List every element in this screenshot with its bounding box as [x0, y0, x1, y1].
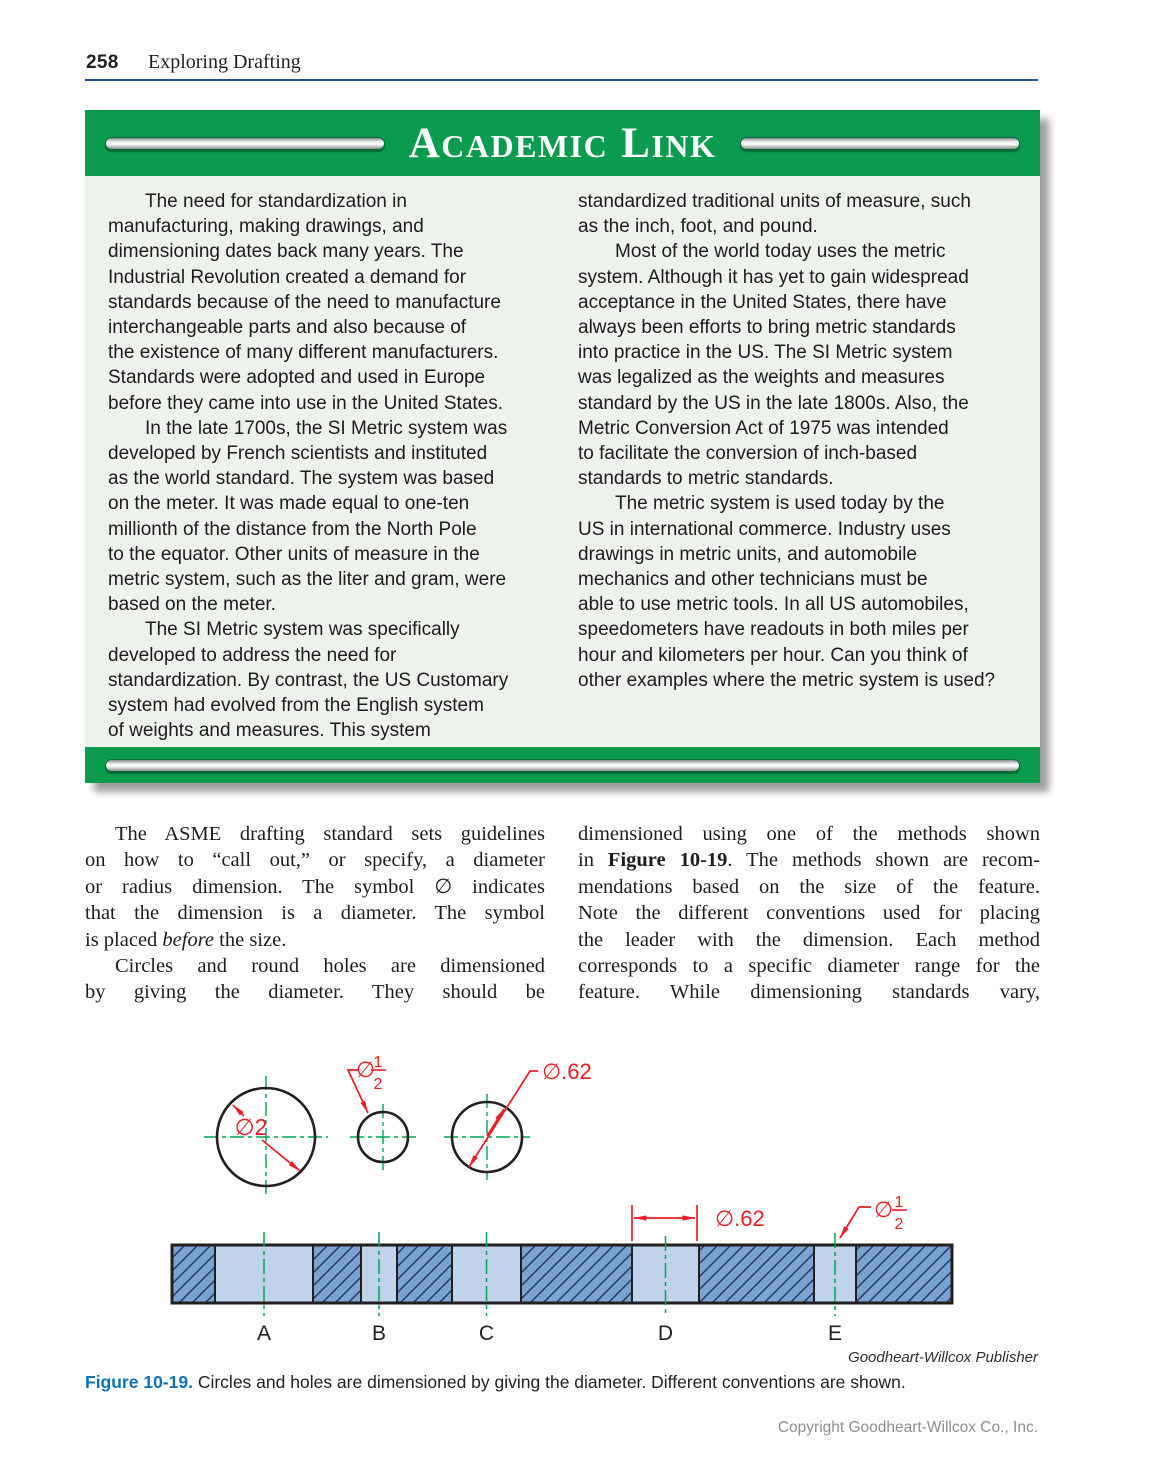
text-line: feature. While dimensioning standards vary, [578, 981, 1040, 1004]
body-left-column [85, 821, 545, 1006]
academic-link-right-column [578, 189, 1025, 693]
text-line: manufacturing, making drawings, and [108, 216, 424, 238]
text-line: mendations based on the size of the feature. [578, 875, 1040, 898]
text-line: of weights and measures. This system [108, 720, 431, 742]
text-line: standards because of the need to manufacture [108, 291, 501, 313]
hole-e-label [874, 1194, 904, 1233]
text-line: system had evolved from the English system [108, 695, 484, 717]
bar-segment-hatched [397, 1245, 452, 1303]
text-line: The SI Metric system was specifically [145, 619, 460, 641]
text-line: The ASME drafting standard sets guidelines [115, 823, 545, 845]
title-rest: INK [651, 127, 717, 164]
text-line: able to use metric tools. In all US automobiles, [578, 594, 969, 616]
academic-link-title [409, 119, 717, 168]
banner-pipe-right [740, 137, 1020, 150]
fraction-denominator: 2 [894, 1216, 904, 1233]
text-line: the existence of many different manufacturers. [108, 342, 499, 364]
text-line: as the inch, foot, and pound. [578, 216, 818, 238]
text-line: standardized traditional units of measure, such [578, 191, 971, 212]
academic-link-banner [85, 110, 1040, 176]
title-initial: L [621, 119, 652, 167]
body-right-column [578, 821, 1040, 1006]
text-line: standardization. By contrast, the US Customary [108, 669, 509, 691]
text-line: Industrial Revolution created a demand for [108, 266, 467, 288]
academic-link-left-column [108, 189, 555, 743]
text-line: The need for standardization in [145, 191, 407, 212]
text-line: Most of the world today uses the metric [615, 241, 946, 263]
text-line: that the dimension is a diameter. The symbol [85, 902, 545, 925]
text-line: in Figure 10-19. The methods shown are recom- [578, 849, 1040, 872]
fraction-numerator: 1 [894, 1194, 904, 1211]
text-line: by giving the diameter. They should be [85, 981, 545, 1004]
text-line: is placed before the size. [85, 928, 287, 951]
section-label-a: A [256, 1322, 272, 1345]
text-line: developed by French scientists and instituted [108, 443, 488, 465]
section-label-b: B [371, 1322, 387, 1345]
text-line: standard by the US in the late 1800s. Also, the [578, 392, 969, 414]
text-line: The metric system is used today by the [615, 493, 945, 515]
text-line: In the late 1700s, the SI Metric system was [145, 417, 508, 439]
title-rest: CADEMIC [441, 127, 609, 164]
text-line: speedometers have readouts in both miles per [578, 619, 969, 641]
text-line: on how to “call out,” or specify, a diameter [85, 849, 545, 872]
bar-segment-hatched [172, 1245, 215, 1303]
text-line: always been efforts to bring metric standards [578, 317, 956, 339]
section-label-d: D [657, 1322, 674, 1345]
text-line: was legalized as the weights and measures [578, 367, 945, 389]
academic-link-footer [85, 747, 1040, 783]
text-line: dimensioned using one of the methods shown [578, 823, 1040, 845]
hole-d-label: ∅.62 [715, 1206, 765, 1231]
fraction-numerator: 1 [373, 1054, 383, 1071]
text-line: mechanics and other technicians must be [578, 569, 928, 591]
text-line: standards to metric standards. [578, 468, 834, 490]
section-labels [257, 1322, 842, 1345]
copyright-notice: Copyright Goodheart-Willcox Co., Inc. [777, 1419, 1038, 1436]
figure-credit: Goodheart-Willcox Publisher [848, 1349, 1038, 1366]
banner-pipe-left [105, 137, 385, 150]
text-line: acceptance in the United States, there have [578, 291, 947, 313]
figure-caption-label: Figure 10-19. [85, 1372, 193, 1392]
text-line: the leader with the dimension. Each method [578, 928, 1040, 951]
text-line: US in international commerce. Industry uses [578, 518, 951, 540]
figure-caption-text: Circles and holes are dimensioned by giving the diameter. Different conventions are shown. [192, 1372, 906, 1392]
text-line: hour and kilometers per hour. Can you think of [578, 644, 968, 666]
title-initial: A [408, 119, 442, 167]
circle-c-dimension [469, 1071, 538, 1167]
fraction-denominator: 2 [373, 1076, 383, 1093]
academic-link-panel [85, 110, 1040, 783]
text-line: or radius dimension. The symbol ∅ indicates [85, 875, 545, 898]
bar-segment-hatched [699, 1245, 814, 1303]
text-line: Standards were adopted and used in Europe [108, 367, 486, 389]
text-line: on the meter. It was made equal to one-ten [108, 493, 470, 515]
text-line: to facilitate the conversion of inch-based [578, 443, 918, 465]
circle-b-label [356, 1054, 383, 1093]
text-line: based on the meter. [108, 594, 276, 616]
hole-d-dimension [632, 1205, 697, 1241]
text-line: interchangeable parts and also because of [108, 317, 467, 339]
footer-pipe [105, 759, 1020, 772]
section-label-e: E [827, 1322, 843, 1345]
text-line: other examples where the metric system is used? [578, 669, 996, 691]
text-line: to the equator. Other units of measure in the [108, 543, 480, 565]
text-line: Note the different conventions used for placing [578, 902, 1040, 925]
figure-10-19-drawing [85, 1040, 1045, 1350]
text-line: system. Although it has yet to gain widespread [578, 266, 969, 288]
circle-a-label: ∅2 [234, 1114, 268, 1140]
text-line: Circles and round holes are dimensioned [115, 955, 545, 978]
section-label-c: C [478, 1322, 495, 1345]
text-line: millionth of the distance from the North Pole [108, 518, 477, 540]
diameter-symbol: ∅ [356, 1057, 376, 1082]
header-rule [85, 79, 1038, 81]
text-line: dimensioning dates back many years. The [108, 241, 464, 263]
text-line: developed to address the need for [108, 644, 397, 666]
running-title: Exploring Drafting [148, 51, 301, 73]
figure-caption [85, 1371, 1040, 1393]
bar-segment-hatched [856, 1245, 952, 1303]
text-line: as the world standard. The system was based [108, 468, 495, 490]
diameter-symbol: ∅ [874, 1197, 894, 1222]
text-line: corresponds to a specific diameter range for the [578, 955, 1040, 978]
text-line: before they came into use in the United States. [108, 392, 504, 414]
text-line: drawings in metric units, and automobile [578, 543, 918, 565]
circle-c-label: ∅.62 [542, 1059, 592, 1084]
text-line: metric system, such as the liter and gram, were [108, 569, 507, 591]
text-line: Metric Conversion Act of 1975 was intended [578, 417, 949, 439]
bar-segment-hatched [521, 1245, 632, 1303]
page-number: 258 [86, 52, 119, 73]
bar-segment-hatched [313, 1245, 361, 1303]
text-line: into practice in the US. The SI Metric system [578, 342, 953, 364]
